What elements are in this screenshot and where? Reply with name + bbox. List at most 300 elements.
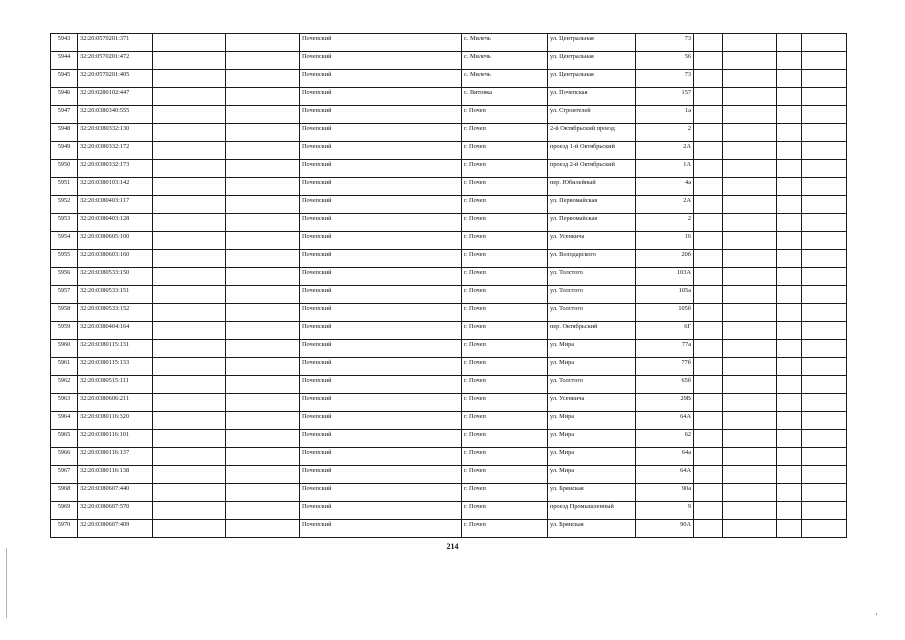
locality-cell: г. Почеп bbox=[462, 232, 548, 250]
locality-cell: г. Почеп bbox=[462, 502, 548, 520]
table-row bbox=[51, 466, 847, 484]
table-row bbox=[51, 394, 847, 412]
house-number-cell: 29В bbox=[636, 394, 694, 412]
empty-cell bbox=[694, 466, 723, 484]
house-number-cell: 2 bbox=[636, 214, 694, 232]
street-cell: ул. Усенкича bbox=[548, 232, 636, 250]
empty-cell bbox=[226, 340, 300, 358]
empty-cell bbox=[153, 304, 226, 322]
street-cell: ул. Толстого bbox=[548, 376, 636, 394]
empty-cell bbox=[777, 394, 802, 412]
empty-cell bbox=[153, 142, 226, 160]
cadastral-number-cell: 32:20:0380533:151 bbox=[78, 286, 153, 304]
empty-cell bbox=[694, 106, 723, 124]
street-cell: ул. Брянская bbox=[548, 484, 636, 502]
empty-cell bbox=[694, 340, 723, 358]
empty-cell bbox=[226, 106, 300, 124]
house-number-cell: 2А bbox=[636, 196, 694, 214]
empty-cell bbox=[777, 484, 802, 502]
table-row bbox=[51, 160, 847, 178]
empty-cell bbox=[723, 358, 777, 376]
district-cell: Почепский bbox=[300, 142, 462, 160]
empty-cell bbox=[226, 430, 300, 448]
empty-cell bbox=[723, 34, 777, 52]
empty-cell bbox=[802, 34, 847, 52]
table-row bbox=[51, 178, 847, 196]
empty-cell bbox=[777, 196, 802, 214]
street-cell: ул. Толстого bbox=[548, 268, 636, 286]
empty-cell bbox=[694, 322, 723, 340]
empty-cell bbox=[694, 484, 723, 502]
locality-cell: г. Почеп bbox=[462, 376, 548, 394]
empty-cell bbox=[802, 484, 847, 502]
empty-cell bbox=[694, 304, 723, 322]
empty-cell bbox=[802, 268, 847, 286]
street-cell: ул. Толстого bbox=[548, 286, 636, 304]
street-cell: ул. Мира bbox=[548, 466, 636, 484]
district-cell: Почепский bbox=[300, 106, 462, 124]
house-number-cell: 64а bbox=[636, 448, 694, 466]
empty-cell bbox=[777, 70, 802, 88]
house-number-cell: 103А bbox=[636, 268, 694, 286]
row-number-cell: 5946 bbox=[51, 88, 78, 106]
empty-cell bbox=[153, 466, 226, 484]
cadastral-number-cell: 32:20:0380533:152 bbox=[78, 304, 153, 322]
empty-cell bbox=[694, 502, 723, 520]
street-cell: ул. Почепская bbox=[548, 88, 636, 106]
empty-cell bbox=[802, 520, 847, 538]
row-number-cell: 5945 bbox=[51, 70, 78, 88]
table-row bbox=[51, 412, 847, 430]
row-number-cell: 5957 bbox=[51, 286, 78, 304]
row-number-cell: 5954 bbox=[51, 232, 78, 250]
empty-cell bbox=[777, 250, 802, 268]
district-cell: Почепский bbox=[300, 250, 462, 268]
row-number-cell: 5959 bbox=[51, 322, 78, 340]
empty-cell bbox=[723, 52, 777, 70]
empty-cell bbox=[153, 52, 226, 70]
row-number-cell: 5968 bbox=[51, 484, 78, 502]
locality-cell: г. Почеп bbox=[462, 358, 548, 376]
cadastral-number-cell: 32:20:0380332:172 bbox=[78, 142, 153, 160]
cadastral-number-cell: 32:20:0380403:128 bbox=[78, 214, 153, 232]
cadastral-number-cell: 32:20:0380404:164 bbox=[78, 322, 153, 340]
empty-cell bbox=[694, 178, 723, 196]
street-cell: ул. Толстого bbox=[548, 304, 636, 322]
empty-cell bbox=[777, 34, 802, 52]
empty-cell bbox=[723, 70, 777, 88]
locality-cell: г. Почеп bbox=[462, 160, 548, 178]
empty-cell bbox=[723, 430, 777, 448]
street-cell: ул. Центральная bbox=[548, 70, 636, 88]
cadastral-number-cell: 32:20:0380116:138 bbox=[78, 466, 153, 484]
table-row bbox=[51, 214, 847, 232]
empty-cell bbox=[226, 502, 300, 520]
street-cell: пер. Октябрьский bbox=[548, 322, 636, 340]
house-number-cell: 90а bbox=[636, 484, 694, 502]
empty-cell bbox=[777, 178, 802, 196]
empty-cell bbox=[226, 160, 300, 178]
empty-cell bbox=[226, 232, 300, 250]
locality-cell: г. Почеп bbox=[462, 142, 548, 160]
street-cell: проезд Промышленный bbox=[548, 502, 636, 520]
district-cell: Почепский bbox=[300, 466, 462, 484]
cadastral-number-cell: 32:20:0280102:447 bbox=[78, 88, 153, 106]
street-cell: ул. Строителей bbox=[548, 106, 636, 124]
locality-cell: г. Почеп bbox=[462, 448, 548, 466]
house-number-cell: 16 bbox=[636, 232, 694, 250]
empty-cell bbox=[723, 340, 777, 358]
house-number-cell: 1а bbox=[636, 106, 694, 124]
empty-cell bbox=[153, 268, 226, 286]
cadastral-number-cell: 32:20:0380607:440 bbox=[78, 484, 153, 502]
empty-cell bbox=[226, 214, 300, 232]
table-row bbox=[51, 106, 847, 124]
empty-cell bbox=[153, 448, 226, 466]
street-cell: проезд 2-й Октябрьский bbox=[548, 160, 636, 178]
district-cell: Почепский bbox=[300, 286, 462, 304]
empty-cell bbox=[723, 142, 777, 160]
empty-cell bbox=[802, 322, 847, 340]
empty-cell bbox=[802, 214, 847, 232]
empty-cell bbox=[723, 520, 777, 538]
street-cell: ул. Первомайская bbox=[548, 196, 636, 214]
empty-cell bbox=[226, 178, 300, 196]
empty-cell bbox=[777, 142, 802, 160]
row-number-cell: 5965 bbox=[51, 430, 78, 448]
district-cell: Почепский bbox=[300, 430, 462, 448]
empty-cell bbox=[226, 250, 300, 268]
empty-cell bbox=[694, 70, 723, 88]
empty-cell bbox=[226, 268, 300, 286]
empty-cell bbox=[723, 502, 777, 520]
house-number-cell: 20б bbox=[636, 250, 694, 268]
empty-cell bbox=[694, 448, 723, 466]
district-cell: Почепский bbox=[300, 34, 462, 52]
house-number-cell: 62 bbox=[636, 430, 694, 448]
empty-cell bbox=[153, 412, 226, 430]
row-number-cell: 5950 bbox=[51, 160, 78, 178]
empty-cell bbox=[723, 214, 777, 232]
empty-cell bbox=[226, 124, 300, 142]
house-number-cell: 73 bbox=[636, 34, 694, 52]
house-number-cell: 6Г bbox=[636, 322, 694, 340]
row-number-cell: 5963 bbox=[51, 394, 78, 412]
district-cell: Почепский bbox=[300, 268, 462, 286]
row-number-cell: 5966 bbox=[51, 448, 78, 466]
locality-cell: с. Витовка bbox=[462, 88, 548, 106]
district-cell: Почепский bbox=[300, 52, 462, 70]
empty-cell bbox=[723, 124, 777, 142]
row-number-cell: 5949 bbox=[51, 142, 78, 160]
cadastral-number-cell: 32:20:0380606:211 bbox=[78, 394, 153, 412]
house-number-cell: 77а bbox=[636, 340, 694, 358]
empty-cell bbox=[226, 88, 300, 106]
empty-cell bbox=[802, 232, 847, 250]
table-row bbox=[51, 52, 847, 70]
empty-cell bbox=[777, 124, 802, 142]
empty-cell bbox=[802, 448, 847, 466]
row-number-cell: 5956 bbox=[51, 268, 78, 286]
house-number-cell: 64А bbox=[636, 412, 694, 430]
district-cell: Почепский bbox=[300, 232, 462, 250]
locality-cell: г. Почеп bbox=[462, 430, 548, 448]
row-number-cell: 5947 bbox=[51, 106, 78, 124]
empty-cell bbox=[723, 88, 777, 106]
cadastral-number-cell: 32:20:0380116:101 bbox=[78, 430, 153, 448]
cadastral-number-cell: 32:20:0380340:555 bbox=[78, 106, 153, 124]
empty-cell bbox=[226, 448, 300, 466]
empty-cell bbox=[694, 88, 723, 106]
table-row bbox=[51, 484, 847, 502]
house-number-cell: 2А bbox=[636, 142, 694, 160]
district-cell: Почепский bbox=[300, 502, 462, 520]
house-number-cell: 1А bbox=[636, 160, 694, 178]
empty-cell bbox=[694, 34, 723, 52]
district-cell: Почепский bbox=[300, 124, 462, 142]
locality-cell: с. Милечь bbox=[462, 34, 548, 52]
empty-cell bbox=[694, 142, 723, 160]
empty-cell bbox=[694, 232, 723, 250]
empty-cell bbox=[802, 412, 847, 430]
locality-cell: г. Почеп bbox=[462, 412, 548, 430]
empty-cell bbox=[723, 106, 777, 124]
table-row bbox=[51, 286, 847, 304]
empty-cell bbox=[694, 430, 723, 448]
house-number-cell: 157 bbox=[636, 88, 694, 106]
house-number-cell: 73 bbox=[636, 70, 694, 88]
locality-cell: г. Почеп bbox=[462, 106, 548, 124]
locality-cell: с. Милечь bbox=[462, 70, 548, 88]
empty-cell bbox=[802, 70, 847, 88]
empty-cell bbox=[226, 484, 300, 502]
empty-cell bbox=[723, 412, 777, 430]
empty-cell bbox=[694, 376, 723, 394]
empty-cell bbox=[802, 502, 847, 520]
empty-cell bbox=[153, 106, 226, 124]
cadastral-number-cell: 32:20:0380115:133 bbox=[78, 358, 153, 376]
cadastral-number-cell: 32:20:0380533:150 bbox=[78, 268, 153, 286]
locality-cell: г. Почеп bbox=[462, 520, 548, 538]
row-number-cell: 5967 bbox=[51, 466, 78, 484]
page-number: 214 bbox=[446, 542, 459, 551]
house-number-cell: 65б bbox=[636, 376, 694, 394]
empty-cell bbox=[153, 376, 226, 394]
table-row bbox=[51, 124, 847, 142]
cadastral-number-cell: 32:20:0570201:472 bbox=[78, 52, 153, 70]
empty-cell bbox=[802, 358, 847, 376]
empty-cell bbox=[153, 520, 226, 538]
district-cell: Почепский bbox=[300, 520, 462, 538]
house-number-cell: 9 bbox=[636, 502, 694, 520]
cadastral-number-cell: 32:20:0380332:130 bbox=[78, 124, 153, 142]
empty-cell bbox=[153, 430, 226, 448]
scan-edge-mark bbox=[6, 548, 7, 618]
house-number-cell: 56 bbox=[636, 52, 694, 70]
empty-cell bbox=[802, 160, 847, 178]
cadastral-number-cell: 32:20:0570201:405 bbox=[78, 70, 153, 88]
row-number-cell: 5961 bbox=[51, 358, 78, 376]
district-cell: Почепский bbox=[300, 376, 462, 394]
locality-cell: г. Почеп bbox=[462, 484, 548, 502]
district-cell: Почепский bbox=[300, 160, 462, 178]
empty-cell bbox=[723, 250, 777, 268]
street-cell: проезд 1-й Октябрьский bbox=[548, 142, 636, 160]
table-row bbox=[51, 520, 847, 538]
empty-cell bbox=[777, 160, 802, 178]
district-cell: Почепский bbox=[300, 448, 462, 466]
row-number-cell: 5948 bbox=[51, 124, 78, 142]
empty-cell bbox=[777, 322, 802, 340]
empty-cell bbox=[723, 160, 777, 178]
empty-cell bbox=[777, 466, 802, 484]
empty-cell bbox=[777, 52, 802, 70]
locality-cell: г. Почеп bbox=[462, 322, 548, 340]
house-number-cell: 90А bbox=[636, 520, 694, 538]
empty-cell bbox=[153, 160, 226, 178]
street-cell: ул. Брянская bbox=[548, 520, 636, 538]
empty-cell bbox=[226, 70, 300, 88]
scan-dot-mark bbox=[876, 613, 877, 615]
empty-cell bbox=[777, 502, 802, 520]
registry-table bbox=[50, 33, 847, 538]
empty-cell bbox=[694, 358, 723, 376]
empty-cell bbox=[777, 88, 802, 106]
empty-cell bbox=[802, 178, 847, 196]
row-number-cell: 5969 bbox=[51, 502, 78, 520]
row-number-cell: 5943 bbox=[51, 34, 78, 52]
empty-cell bbox=[777, 376, 802, 394]
cadastral-number-cell: 32:20:0380603:160 bbox=[78, 250, 153, 268]
empty-cell bbox=[226, 358, 300, 376]
empty-cell bbox=[723, 196, 777, 214]
empty-cell bbox=[153, 484, 226, 502]
empty-cell bbox=[226, 142, 300, 160]
cadastral-number-cell: 32:20:0380103:142 bbox=[78, 178, 153, 196]
street-cell: ул. Мира bbox=[548, 358, 636, 376]
empty-cell bbox=[694, 286, 723, 304]
locality-cell: г. Почеп bbox=[462, 304, 548, 322]
locality-cell: г. Почеп bbox=[462, 250, 548, 268]
empty-cell bbox=[153, 178, 226, 196]
empty-cell bbox=[777, 106, 802, 124]
empty-cell bbox=[802, 196, 847, 214]
table-row bbox=[51, 196, 847, 214]
district-cell: Почепский bbox=[300, 484, 462, 502]
empty-cell bbox=[226, 412, 300, 430]
empty-cell bbox=[777, 520, 802, 538]
empty-cell bbox=[153, 340, 226, 358]
district-cell: Почепский bbox=[300, 70, 462, 88]
locality-cell: с. Милечь bbox=[462, 52, 548, 70]
house-number-cell: 105а bbox=[636, 286, 694, 304]
house-number-cell: 4а bbox=[636, 178, 694, 196]
empty-cell bbox=[226, 376, 300, 394]
empty-cell bbox=[802, 340, 847, 358]
empty-cell bbox=[153, 250, 226, 268]
row-number-cell: 5953 bbox=[51, 214, 78, 232]
empty-cell bbox=[802, 142, 847, 160]
empty-cell bbox=[694, 394, 723, 412]
locality-cell: г. Почеп bbox=[462, 466, 548, 484]
street-cell: пер. Юбилейный bbox=[548, 178, 636, 196]
locality-cell: г. Почеп bbox=[462, 178, 548, 196]
cadastral-number-cell: 32:20:0570201:371 bbox=[78, 34, 153, 52]
empty-cell bbox=[802, 430, 847, 448]
district-cell: Почепский bbox=[300, 340, 462, 358]
house-number-cell: 2 bbox=[636, 124, 694, 142]
empty-cell bbox=[802, 466, 847, 484]
empty-cell bbox=[153, 88, 226, 106]
empty-cell bbox=[694, 250, 723, 268]
empty-cell bbox=[153, 34, 226, 52]
table-row bbox=[51, 376, 847, 394]
empty-cell bbox=[226, 466, 300, 484]
street-cell: ул. Центральная bbox=[548, 34, 636, 52]
empty-cell bbox=[723, 394, 777, 412]
empty-cell bbox=[802, 124, 847, 142]
street-cell: ул. Мира bbox=[548, 340, 636, 358]
street-cell: ул. Первомайская bbox=[548, 214, 636, 232]
district-cell: Почепский bbox=[300, 394, 462, 412]
empty-cell bbox=[723, 484, 777, 502]
empty-cell bbox=[153, 322, 226, 340]
street-cell: ул. Володарского bbox=[548, 250, 636, 268]
empty-cell bbox=[723, 268, 777, 286]
empty-cell bbox=[777, 430, 802, 448]
street-cell: ул. Усенкича bbox=[548, 394, 636, 412]
district-cell: Почепский bbox=[300, 214, 462, 232]
district-cell: Почепский bbox=[300, 196, 462, 214]
district-cell: Почепский bbox=[300, 358, 462, 376]
empty-cell bbox=[802, 250, 847, 268]
empty-cell bbox=[777, 448, 802, 466]
empty-cell bbox=[802, 52, 847, 70]
empty-cell bbox=[153, 358, 226, 376]
house-number-cell: 77б bbox=[636, 358, 694, 376]
empty-cell bbox=[777, 358, 802, 376]
empty-cell bbox=[723, 286, 777, 304]
cadastral-number-cell: 32:20:0380607:570 bbox=[78, 502, 153, 520]
empty-cell bbox=[153, 232, 226, 250]
empty-cell bbox=[694, 412, 723, 430]
empty-cell bbox=[694, 520, 723, 538]
table-row bbox=[51, 268, 847, 286]
empty-cell bbox=[777, 412, 802, 430]
empty-cell bbox=[226, 34, 300, 52]
empty-cell bbox=[694, 160, 723, 178]
district-cell: Почепский bbox=[300, 178, 462, 196]
empty-cell bbox=[723, 322, 777, 340]
empty-cell bbox=[153, 502, 226, 520]
locality-cell: г. Почеп bbox=[462, 286, 548, 304]
table-row bbox=[51, 232, 847, 250]
empty-cell bbox=[777, 232, 802, 250]
table-row bbox=[51, 430, 847, 448]
row-number-cell: 5960 bbox=[51, 340, 78, 358]
cadastral-number-cell: 32:20:0380605:100 bbox=[78, 232, 153, 250]
empty-cell bbox=[226, 52, 300, 70]
empty-cell bbox=[723, 376, 777, 394]
district-cell: Почепский bbox=[300, 322, 462, 340]
table-row bbox=[51, 358, 847, 376]
registry-rows bbox=[51, 34, 847, 538]
table-row bbox=[51, 340, 847, 358]
empty-cell bbox=[802, 394, 847, 412]
table-row bbox=[51, 34, 847, 52]
row-number-cell: 5955 bbox=[51, 250, 78, 268]
cadastral-number-cell: 32:20:0380607:409 bbox=[78, 520, 153, 538]
